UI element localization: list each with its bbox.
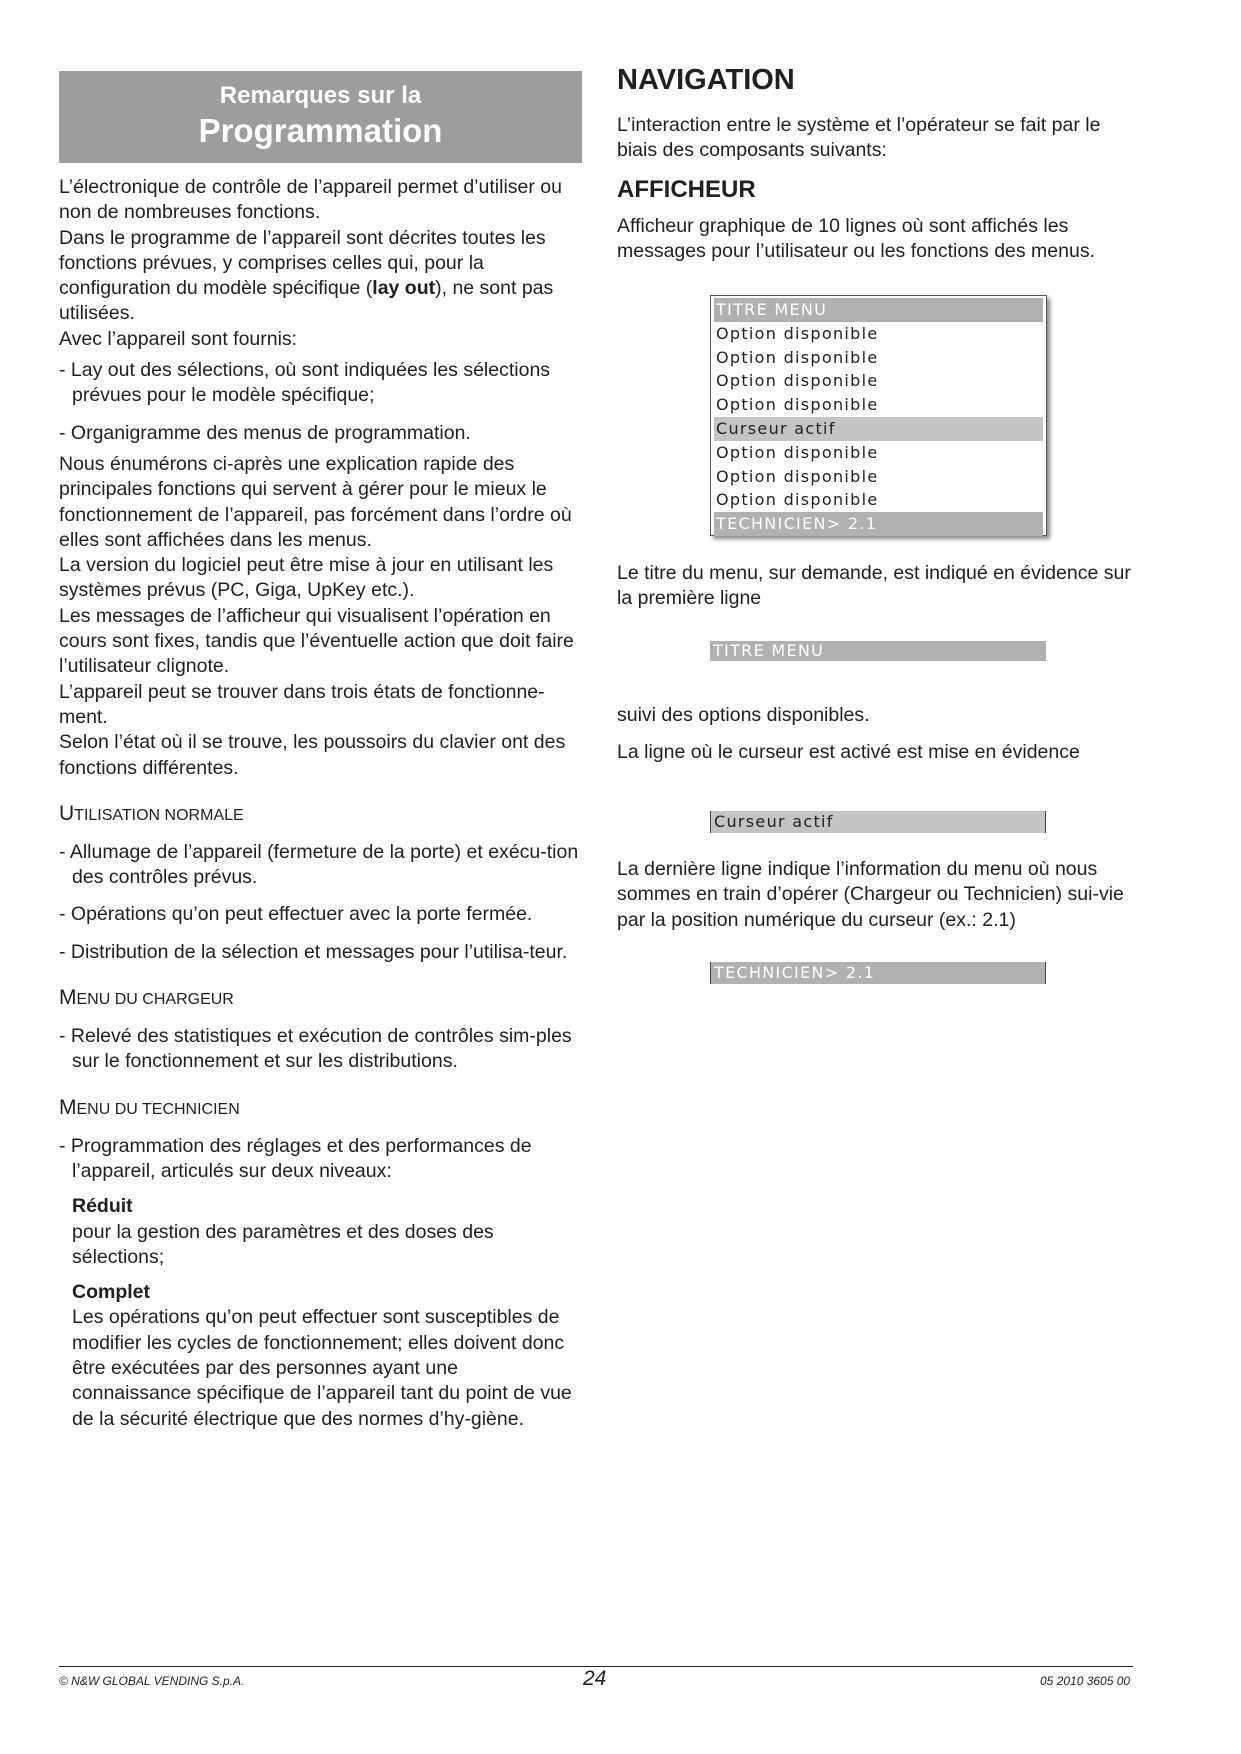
lcd-row: Option disponible [716,371,879,391]
lcd-row: Option disponible [716,395,879,415]
heading-menu-technicien: MENU DU TECHNICIEN [59,1095,240,1119]
lcd-row-status: TECHNICIEN> 2.1 [714,512,1043,536]
paragraph: L’appareil peut se trouver dans trois états de fonctionne-ment. [59,680,545,728]
subheading-reduit: Réduit [72,1195,133,1218]
subheading-complet: Complet [72,1281,150,1304]
section-title-box [59,71,582,163]
paragraph: La ligne où le curseur est activé est mise en évidence [617,741,1080,763]
section-title-line1: Remarques sur la [219,82,422,109]
list-item: - Opérations qu’on peut effectuer avec la porte fermée. [59,903,533,926]
section-title-line2: Programmation [198,112,443,149]
lcd-row: Option disponible [716,347,879,367]
paragraph: Nous énumérons ci-après une explication rapide des principales fonctions qui servent à gérer pour le mieux le fonctionnement de l’appareil, pas forcément dans l’ordre où elles sont affichées dans les menus. [59,452,572,551]
paragraph: Les messages de l’afficheur qui visualisent l’opération en cours sont fixes, tandis que l’éventuelle action que doit faire l’utilisateur clignote. [59,604,574,678]
right-column [617,63,1145,264]
navigation-heading: NAVIGATION [617,64,795,96]
intro-block [59,175,582,781]
afficheur-heading: AFFICHEUR [617,175,756,203]
list-item: - Relevé des statistiques et exécution de contrôles sim-ples sur le fonctionnement et sur les distributions. [59,1025,572,1073]
paragraph: La dernière ligne indique l’information du menu où nous sommes en train d’opérer (Chargeur ou Technicien) sui-vie par la position numérique du curseur (ex.: 2.1) [617,858,1124,931]
paragraph: La version du logiciel peut être mise à jour en utilisant les systèmes prévus (PC, Giga, UpKey etc.). [59,554,554,602]
lcd-row-title: TITRE MENU [714,298,1043,322]
heading-menu-chargeur: MENU DU CHARGEUR [59,986,234,1010]
lcd-display [710,295,1047,536]
paragraph: pour la gestion des paramètres et des doses des sélections; [72,1220,494,1268]
lcd-row-cursor: Curseur actif [714,417,1043,441]
lcd-row: Option disponible [716,466,879,486]
paragraph: L’interaction entre le système et l’opérateur se fait par le biais des composants suivants: [617,114,1101,162]
paragraph: L’électronique de contrôle de l’appareil permet d’utiliser ou non de nombreuses fonctions. [59,176,562,224]
list-item: - Distribution de la sélection et messages pour l’utilisa-teur. [59,940,568,963]
paragraph: suivi des options disponibles. [617,704,870,726]
lcd-technicien-sample: TECHNICIEN> 2.1 [710,962,1046,984]
footer-copyright: © N&W GLOBAL VENDING S.p.A. [59,1674,245,1688]
lcd-cursor-sample: Curseur actif [710,811,1046,833]
page-number: 24 [583,1667,607,1690]
footer-doc-code: 05 2010 3605 00 [1040,1674,1131,1688]
paragraph: Afficheur graphique de 10 lignes où sont affichés les messages pour l’utilisateur ou les fonctions des menus. [617,214,1095,262]
paragraph: Les opérations qu’on peut effectuer sont susceptibles de modifier les cycles de fonctionnement; elles doivent donc être exécutées par des personnes ayant une connaissance spécifique de l’appareil tant du point de vue de la sécurité électrique que des normes d’hy-giène. [72,1306,572,1430]
paragraph: Dans le programme de l’appareil sont décrites toutes les fonctions prévues, y comprises celles qui, pour la configuration du modèle spécifique (lay out), ne sont pas utilisées. [59,226,554,325]
list-item: - Organigramme des menus de programmation. [59,421,471,444]
lcd-title-sample: TITRE MENU [710,641,1046,661]
lcd-row: Option disponible [716,323,879,343]
lcd-row: Option disponible [716,442,879,462]
lcd-row: Option disponible [716,490,879,510]
paragraph: Selon l’état où il se trouve, les poussoirs du clavier ont des fonctions différentes. [59,731,566,779]
left-column [59,71,582,1432]
paragraph: Avec l’appareil sont fournis: [59,327,298,350]
list-item: - Allumage de l’appareil (fermeture de la porte) et exécu-tion des contrôles prévus. [59,840,579,889]
heading-utilisation-normale: UTILISATION NORMALE [59,801,244,825]
list-item: - Lay out des sélections, où sont indiquées les sélections prévues pour le modèle spécifique; [59,359,551,407]
list-item: - Programmation des réglages et des performances de l’appareil, articulés sur deux niveaux: [59,1134,532,1182]
paragraph: Le titre du menu, sur demande, est indiqué en évidence sur la première ligne [617,562,1131,610]
